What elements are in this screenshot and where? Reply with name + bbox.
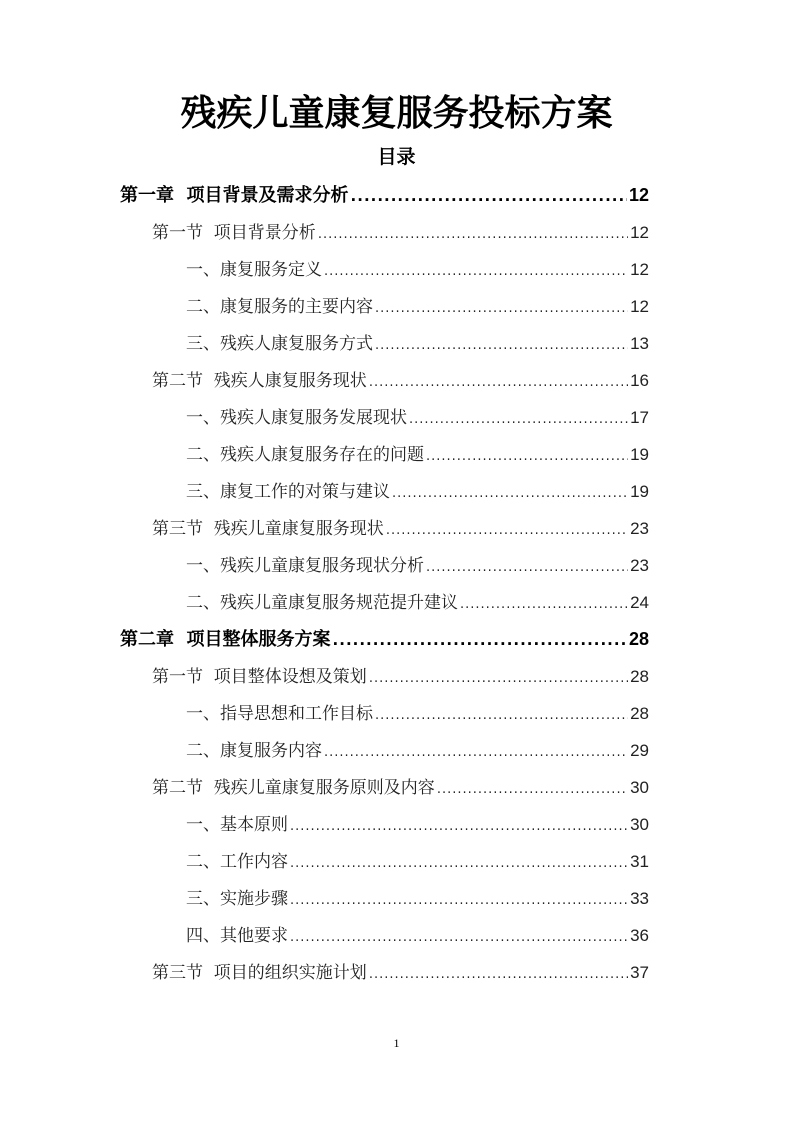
toc-leader-dots xyxy=(392,475,628,512)
toc-entry-section[interactable] xyxy=(152,954,649,991)
toc-entry-page: 31 xyxy=(630,852,649,871)
toc-entry-page: 36 xyxy=(630,926,649,945)
toc-leader-dots xyxy=(351,178,627,215)
toc-heading: 目录 xyxy=(377,146,416,168)
toc-entry-label: 二、残疾儿童康复服务规范提升建议 xyxy=(186,593,458,613)
toc-entry-label: 二、康复服务内容 xyxy=(186,741,322,761)
toc-leader-dots xyxy=(290,808,628,845)
toc-entry-label: 二、康复服务的主要内容 xyxy=(186,297,373,317)
toc-entry-label: 一、康复服务定义 xyxy=(186,260,322,280)
toc-entry-page: 17 xyxy=(630,408,649,427)
toc-leader-dots xyxy=(375,327,628,364)
toc-entry-section[interactable] xyxy=(152,769,649,806)
toc-leader-dots xyxy=(369,660,628,697)
toc-entry-subsection[interactable] xyxy=(186,288,649,325)
toc-leader-dots xyxy=(375,697,628,734)
toc-entry-label: 一、指导思想和工作目标 xyxy=(186,704,373,724)
toc-entry-page: 19 xyxy=(630,482,649,501)
toc-leader-dots xyxy=(426,549,628,586)
toc-entry-subsection[interactable] xyxy=(186,843,649,880)
toc-leader-dots xyxy=(386,512,628,549)
toc-entry-label: 第一节 项目整体设想及策划 xyxy=(152,667,367,687)
toc-entry-subsection[interactable] xyxy=(186,436,649,473)
toc-entry-page: 12 xyxy=(628,185,649,205)
document-title: 残疾儿童康复服务投标方案 xyxy=(180,92,613,134)
toc-entry-section[interactable] xyxy=(152,510,649,547)
toc-entry-label: 三、康复工作的对策与建议 xyxy=(186,482,390,502)
toc-leader-dots xyxy=(290,882,628,919)
toc-leader-dots xyxy=(324,734,628,771)
toc-entry-page: 33 xyxy=(630,889,649,908)
toc-entry-subsection[interactable] xyxy=(186,806,649,843)
toc-leader-dots xyxy=(290,845,628,882)
toc-entry-subsection[interactable] xyxy=(186,473,649,510)
toc-entry-subsection[interactable] xyxy=(186,695,649,732)
toc-entry-label: 一、残疾儿童康复服务现状分析 xyxy=(186,556,424,576)
toc-entry-label: 第二节 残疾儿童康复服务原则及内容 xyxy=(152,778,435,798)
toc-entry-subsection[interactable] xyxy=(186,547,649,584)
toc-entry-label: 第二节 残疾人康复服务现状 xyxy=(152,371,367,391)
toc-entry-chapter[interactable] xyxy=(120,177,649,214)
toc-entry-label: 第三节 项目的组织实施计划 xyxy=(152,963,367,983)
toc-entry-label: 三、实施步骤 xyxy=(186,889,288,909)
toc-entry-label: 第三节 残疾儿童康复服务现状 xyxy=(152,519,384,539)
toc-entry-page: 29 xyxy=(630,741,649,760)
toc-leader-dots xyxy=(369,364,628,401)
toc-entry-label: 四、其他要求 xyxy=(186,926,288,946)
toc-entry-page: 28 xyxy=(630,667,649,686)
toc-entry-page: 12 xyxy=(630,297,649,316)
toc-entry-page: 37 xyxy=(630,963,649,982)
toc-entry-page: 23 xyxy=(630,556,649,575)
toc-entry-page: 12 xyxy=(630,223,649,242)
toc-entry-label: 三、残疾人康复服务方式 xyxy=(186,334,373,354)
toc-leader-dots xyxy=(375,290,628,327)
toc-entry-label: 一、残疾人康复服务发展现状 xyxy=(186,408,407,428)
toc-entry-page: 30 xyxy=(630,778,649,797)
toc-entry-subsection[interactable] xyxy=(186,399,649,436)
toc-leader-dots xyxy=(426,438,628,475)
toc-leader-dots xyxy=(437,771,628,808)
toc-leader-dots xyxy=(369,956,628,993)
toc-entry-page: 28 xyxy=(630,704,649,723)
toc-entry-subsection[interactable] xyxy=(186,584,649,621)
toc-entry-label: 二、残疾人康复服务存在的问题 xyxy=(186,445,424,465)
toc-leader-dots xyxy=(333,622,627,659)
toc-entry-label: 第一节 项目背景分析 xyxy=(152,223,316,243)
toc-entry-page: 12 xyxy=(630,260,649,279)
toc-entry-page: 30 xyxy=(630,815,649,834)
toc-entry-section[interactable] xyxy=(152,362,649,399)
toc-entry-subsection[interactable] xyxy=(186,251,649,288)
toc-entry-subsection[interactable] xyxy=(186,880,649,917)
toc-entry-subsection[interactable] xyxy=(186,732,649,769)
toc-entry-label: 第二章 项目整体服务方案 xyxy=(120,629,331,650)
toc-leader-dots xyxy=(324,253,628,290)
toc-entry-page: 19 xyxy=(630,445,649,464)
toc-leader-dots xyxy=(318,216,628,253)
toc-entry-page: 13 xyxy=(630,334,649,353)
page-number: 1 xyxy=(393,1036,400,1050)
toc-leader-dots xyxy=(460,586,628,623)
toc-entry-section[interactable] xyxy=(152,658,649,695)
toc-entry-subsection[interactable] xyxy=(186,325,649,362)
toc-leader-dots xyxy=(290,919,628,956)
toc-entry-page: 23 xyxy=(630,519,649,538)
toc-entry-chapter[interactable] xyxy=(120,621,649,658)
toc-entry-page: 28 xyxy=(628,629,649,649)
toc-entry-section[interactable] xyxy=(152,214,649,251)
toc-entry-subsection[interactable] xyxy=(186,917,649,954)
toc-leader-dots xyxy=(409,401,628,438)
toc-entry-label: 一、基本原则 xyxy=(186,815,288,835)
toc-entry-page: 16 xyxy=(630,371,649,390)
toc-entry-page: 24 xyxy=(630,593,649,612)
toc-entry-label: 第一章 项目背景及需求分析 xyxy=(120,185,349,206)
toc-entry-label: 二、工作内容 xyxy=(186,852,288,872)
